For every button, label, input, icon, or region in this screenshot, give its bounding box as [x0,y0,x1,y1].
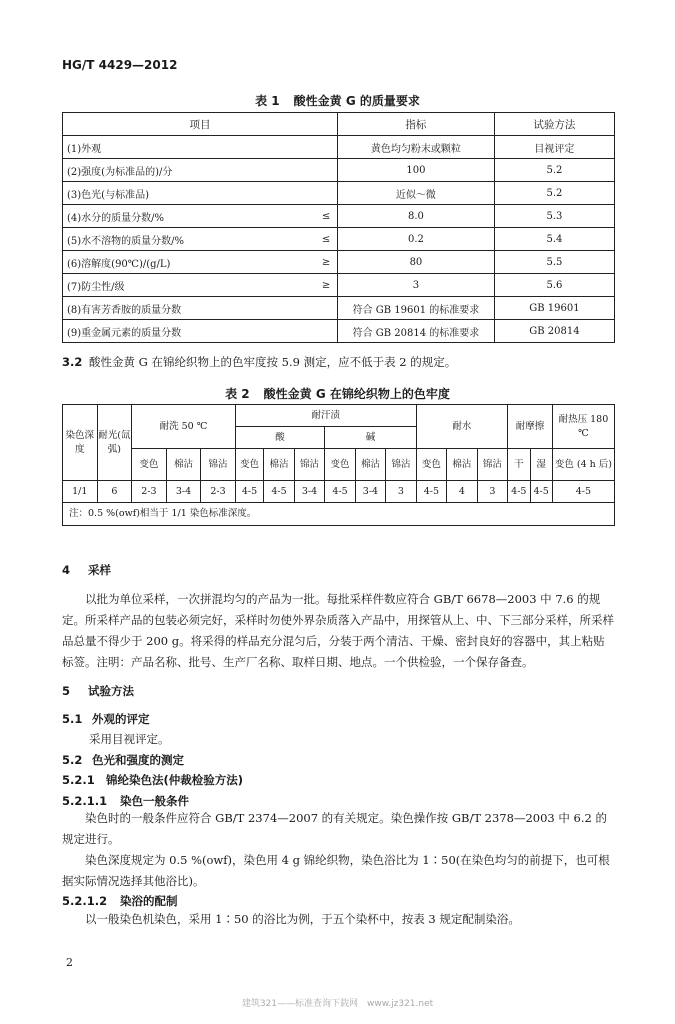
table-cell: 4-5 [552,481,614,503]
section-5-2-1-1-heading [62,793,189,809]
header-rub: 耐摩擦 [508,405,553,449]
comparison-symbol: ≥ [315,251,337,274]
table-row [63,159,615,182]
table-header-row [63,113,615,136]
table-cell: 2-3 [201,481,236,503]
table-cell: 6 [97,481,132,503]
table2-caption [0,385,675,402]
section-5-1-heading [62,711,150,727]
comparison-symbol: ≤ [315,205,337,228]
table-cell: 4-5 [264,481,294,503]
sub-header: 棉沾 [166,449,201,481]
table-cell: 4 [447,481,477,503]
section-4-paragraph: 以批为单位采样，一次拼混均匀的产品为一批。每批采样件数应符合 GB/T 6678—2003 中 7.6 的规定。所采样产品的包装必须完好，采样时勿使外界杂质落入产品中，用探管从上、中、下三部分采样，所采样品总量不得少于 200 g。将采得的样品充分混匀后，分装于两个清洁、干燥、密封良好的容器中，其上粘贴标签。注明：产品名称、批号、生产厂名称、取样日期、地点。一个供检验，一个保存备查。 [62,592,614,669]
sub-header: 变色 [416,449,446,481]
section-title: 染浴的配制 [120,894,178,908]
section-number: 3.2 [62,355,83,369]
section-4-heading [62,562,111,578]
quality-requirements-table [62,112,615,343]
section-5-2-1-2-heading [62,893,178,909]
header-light: 耐光(氙弧) [97,405,132,481]
spec-cell: 近似～微 [338,182,495,205]
table2-caption-number: 表 2 [225,387,250,401]
sub-header: 变色 [132,449,167,481]
section-5-1-text: 采用目视评定。 [89,732,170,746]
section-5-heading [62,683,134,699]
table1-caption [0,92,675,109]
sub-header: 变色 [325,449,355,481]
section-title: 外观的评定 [92,712,150,726]
section-title: 锦纶染色法(仲裁检验方法) [106,773,244,787]
table-row [63,251,615,274]
item-cell: (2)强度(为标准品的)/分 [63,159,316,182]
table-cell: 4-5 [325,481,355,503]
table2-caption-title: 酸性金黄 G 在锦纶织物上的色牢度 [263,387,450,401]
table-cell: 3-4 [355,481,385,503]
header-heat: 耐热压 180 ℃ [552,405,614,449]
table-row [63,136,615,159]
sub-header: 棉沾 [447,449,477,481]
standard-number: HG/T 4429—2012 [62,58,178,72]
section-title: 试验方法 [88,684,134,698]
sub-header: 锦沾 [477,449,507,481]
table-cell: 4-5 [508,481,530,503]
section-5-2-1-heading [62,772,243,788]
table-cell: 4-5 [416,481,446,503]
method-cell: 5.5 [494,251,614,274]
section-text: 酸性金黄 G 在锦纶织物上的色牢度按 5.9 测定，应不低于表 2 的规定。 [89,355,457,369]
section-number: 5 [62,684,71,698]
spec-cell: 黄色均匀粉末或颗粒 [338,136,495,159]
method-cell: GB 20814 [494,320,614,343]
comparison-symbol [315,297,337,320]
table-row [63,274,615,297]
section-number: 5.1 [62,712,83,726]
comparison-symbol [315,159,337,182]
item-cell: (4)水分的质量分数/% [63,205,316,228]
header-sweat: 耐汗渍 [235,405,416,427]
sub-header: 锦沾 [294,449,324,481]
col-header-method: 试验方法 [494,113,614,136]
header-alkali: 碱 [325,427,416,449]
table1-body [63,136,615,343]
spec-cell: 符合 GB 19601 的标准要求 [338,297,495,320]
section-number: 5.2.1.1 [62,794,108,808]
col-header-spec: 指标 [338,113,495,136]
section-number: 5.2.1.2 [62,894,108,908]
section-title: 采样 [88,563,111,577]
comparison-symbol: ≥ [315,274,337,297]
spec-cell: 符合 GB 20814 的标准要求 [338,320,495,343]
sub-header: 棉沾 [264,449,294,481]
sub-header: 锦沾 [201,449,236,481]
table-cell: 1/1 [63,481,98,503]
section-title: 染色一般条件 [120,794,189,808]
item-cell: (5)水不溶物的质量分数/% [63,228,316,251]
section-5-2-1-1-p2: 染色深度规定为 0.5 %(owf)，染色用 4 g 锦纶织物，染色浴比为 1∶50(在染色均匀的前提下，也可根据实际情况选择其他浴比)。 [62,853,610,888]
item-cell: (7)防尘性/级 [63,274,316,297]
comparison-symbol [315,320,337,343]
item-cell: (1)外观 [63,136,316,159]
sub-header: 干 [508,449,530,481]
table1-caption-number: 表 1 [255,94,280,108]
spec-cell: 80 [338,251,495,274]
item-cell: (6)溶解度(90℃)/(g/L) [63,251,316,274]
table-row [63,205,615,228]
col-header-item: 项目 [63,113,338,136]
sub-header: 变色 (4 h 后) [552,449,614,481]
sub-header: 湿 [530,449,552,481]
method-cell: 5.6 [494,274,614,297]
method-cell: 5.2 [494,159,614,182]
table-row [63,297,615,320]
table-row [63,182,615,205]
comparison-symbol [315,136,337,159]
table-cell: 3 [386,481,416,503]
sub-header: 锦沾 [386,449,416,481]
color-fastness-table [62,404,615,526]
sub-header: 变色 [235,449,263,481]
spec-cell: 0.2 [338,228,495,251]
item-cell: (3)色光(与标准品) [63,182,316,205]
sub-header: 棉沾 [355,449,385,481]
table-cell: 2-3 [132,481,167,503]
item-cell: (9)重金属元素的质量分数 [63,320,316,343]
method-cell: 5.3 [494,205,614,228]
section-number: 5.2.1 [62,773,95,787]
header-acid: 酸 [235,427,324,449]
method-cell: GB 19601 [494,297,614,320]
table2-note: 注：0.5 %(owf)相当于 1/1 染色标准深度。 [63,503,615,526]
section-title: 色光和强度的测定 [92,753,184,767]
method-cell: 目视评定 [494,136,614,159]
method-cell: 5.4 [494,228,614,251]
section-5-2-heading [62,752,184,768]
comparison-symbol [315,182,337,205]
spec-cell: 8.0 [338,205,495,228]
header-depth: 染色深度 [63,405,98,481]
section-number: 5.2 [62,753,83,767]
method-cell: 5.2 [494,182,614,205]
header-wash: 耐洗 50 ℃ [132,405,236,449]
item-cell: (8)有害芳香胺的质量分数 [63,297,316,320]
table-row [63,228,615,251]
spec-cell: 100 [338,159,495,182]
comparison-symbol: ≤ [315,228,337,251]
table-cell: 4-5 [530,481,552,503]
footer-watermark: 建筑321——标准查询下载网 www.jz321.net [241,999,434,1009]
spec-cell: 3 [338,274,495,297]
table-cell: 3-4 [294,481,324,503]
section-5-2-1-2-text: 以一般染色机染色，采用 1∶50 的浴比为例，于五个染杯中，按表 3 规定配制染浴。 [85,912,520,926]
table-cell: 3-4 [166,481,201,503]
section-number: 4 [62,563,71,577]
section-5-2-1-1-p1: 染色时的一般条件应符合 GB/T 2374—2007 的有关规定。染色操作按 GB/T 2378—2003 中 6.2 的规定进行。 [62,811,607,846]
section-3-2 [62,352,615,373]
table1-caption-title: 酸性金黄 G 的质量要求 [293,94,420,108]
table-cell: 3 [477,481,507,503]
page-number: 2 [66,956,73,969]
header-water: 耐水 [416,405,507,449]
table-cell: 4-5 [235,481,263,503]
table-row [63,481,615,503]
table-row [63,320,615,343]
